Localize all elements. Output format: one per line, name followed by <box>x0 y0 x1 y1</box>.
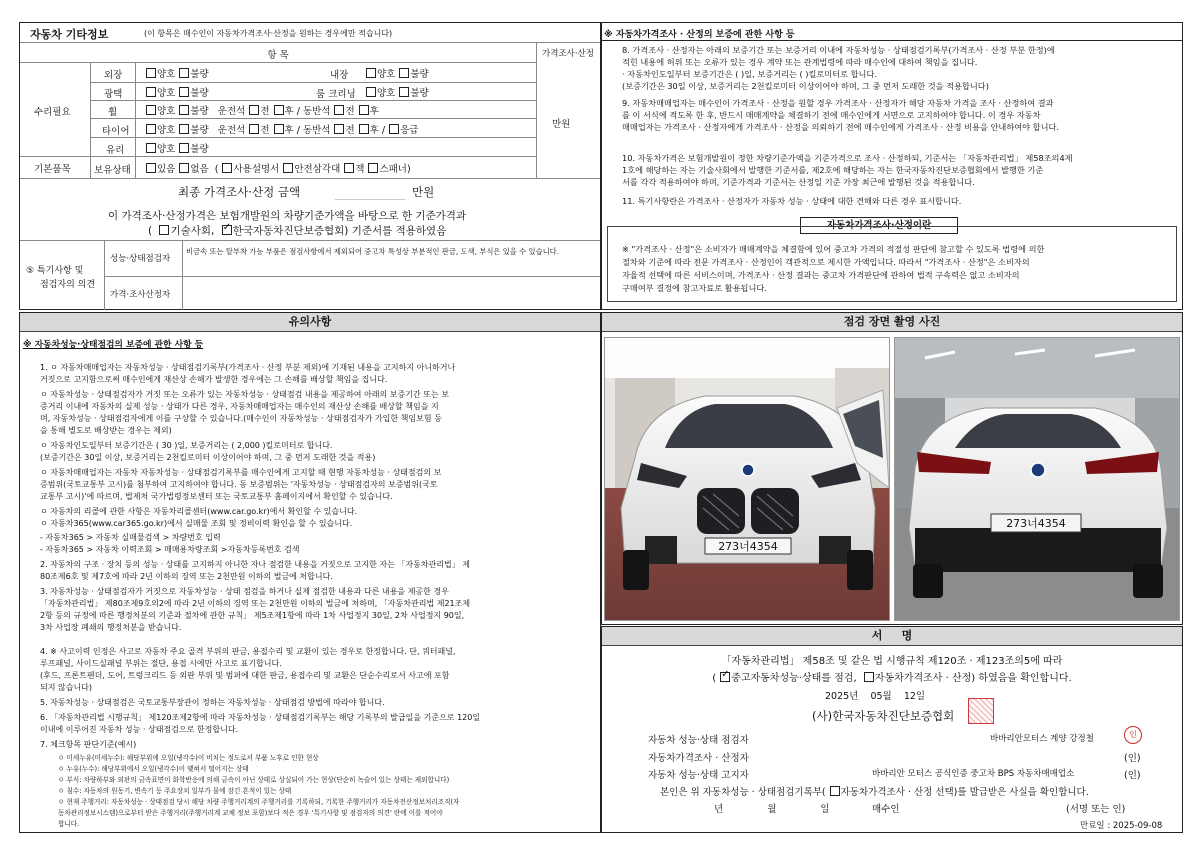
room-clean-options[interactable]: 양호 불량 <box>362 85 429 99</box>
notes-line: 5. 자동차성능 · 상태점검은 국토교통부장관이 정하는 자동차성능 · 상태점검 방법에 따라야 합니다. <box>40 698 385 707</box>
checkbox-receipt-price[interactable] <box>830 786 840 796</box>
price-checker-label: 가격·조사산정자 <box>110 290 171 300</box>
notes-line: 거짓으로 고지함으로써 매수인에게 재산상 손해가 발생한 경우에는 그 손해를 배상할 책임을 집니다. <box>40 375 388 384</box>
signature-header-bar <box>602 627 1182 646</box>
checkbox[interactable] <box>179 87 189 97</box>
rear-plate: 273너4354 <box>1006 517 1066 530</box>
basis-line-1: 이 가격조사·산정가격은 보험개발원의 차량기준가액을 바탕으로 한 기준가격과 <box>108 210 467 222</box>
row-room-clean: 룸 크리닝 <box>316 89 356 100</box>
expiry-date: 만료일 : 2025-09-08 <box>1080 821 1163 831</box>
checkbox[interactable] <box>146 143 156 153</box>
photos-header-bar <box>602 313 1182 332</box>
notes-line: 2. 자동차의 구조 · 장치 등의 성능 · 상태를 고지하지 아니한 자나 점검한 내용을 거짓으로 고지한 자는 「자동차관리법」 제 <box>40 560 470 569</box>
checkbox[interactable] <box>368 163 378 173</box>
final-price-unit: 만원 <box>412 185 435 199</box>
notes-subheader: ※ 자동차성능·상태점검의 보증에 관한 사항 등 <box>23 340 204 350</box>
sig-row-3-value: 바바리안 모터스 공식인증 중고차 BPS 자동차매매업소 <box>872 769 1075 779</box>
row-wheel: 휠 <box>108 107 118 118</box>
checkbox[interactable] <box>179 68 189 78</box>
price-guarantee-header: ※ 자동차가격조사 · 산정의 보증에 관한 사항 등 <box>604 30 795 40</box>
notes-line: 「자동차관리법」 제80조제9호의2에 따라 2년 이하의 징역 또는 2천만원 이하의 벌금에 처하며, 「자동차관리법 제21조제 <box>40 599 471 608</box>
receipt-date: 년 월 일 <box>714 804 830 815</box>
notes-line: 루프패널, 사이드실패널 부위는 절단, 용접 시에만 사고로 표기합니다. <box>40 659 282 668</box>
checkbox[interactable] <box>366 87 376 97</box>
criteria-line: ㅇ 미세누유(미세누수): 해당부위에 오일(냉각수)이 비치는 정도로서 부품 노후로 인한 현상 <box>58 754 319 762</box>
notes-line: ㅇ 자동차매매업자는 자동차 자동차성능 · 상태점검기록부를 매수인에게 고지할 때 현행 자동차성능 · 상태점검의 보 <box>40 468 442 477</box>
checkbox[interactable] <box>283 163 293 173</box>
row-interior: 내장 <box>330 70 349 81</box>
sig-row-2-mark: (인) <box>1124 753 1141 764</box>
receipt-line: 본인은 위 자동차성능 · 상태점검기록부( 자동차가격조사 · 산정 선택)를 발급받은 사실을 확인합니다. <box>660 787 1089 798</box>
checkbox[interactable] <box>359 105 369 115</box>
notes-line: (후드, 프론트펜더, 도어, 트렁크리드 등 외판 부위 및 범퍼에 대한 판금, 용접수리 및 교환은 단순수리로서 사고에 포함 <box>40 671 450 680</box>
checkbox[interactable] <box>274 124 284 134</box>
exterior-options[interactable]: 양호 불량 <box>142 66 209 80</box>
association-seal <box>968 698 994 724</box>
signature-line-2: (✓ 중고자동차성능·상태를 점검, 자동차가격조사 · 산정) 하였음을 확인합니다. <box>602 669 1182 684</box>
signature-header: 서 명 <box>871 629 913 642</box>
notes-header: 유의사항 <box>288 315 332 328</box>
checkbox[interactable] <box>334 105 344 115</box>
signature-line-1: 「자동차관리법」 제58조 및 같은 법 시행규칙 제120조 · 제123조의5에 따라 <box>721 656 1063 667</box>
checkbox[interactable] <box>274 105 284 115</box>
notes-line: ㅇ 자동차성능 · 상태점검자가 거짓 또는 오류가 있는 자동차성능 · 상태점검 내용을 제공하여 아래의 보증기간 또는 보 <box>40 390 449 399</box>
buyer-label: 매수인 <box>872 804 900 815</box>
notes-line: - 자동차365 > 자동차 실매물검색 > 차량번호 입력 <box>40 533 221 542</box>
notes-line: 4. ※ 사고이력 인정은 사고로 자동차 주요 골격 부위의 판금, 용접수리 및 교환이 있는 경우로 한정합니다. 단, 쿼터패널, <box>40 647 456 656</box>
sig-row-3-mark: (인) <box>1124 770 1141 781</box>
notes-line: 을 통해 별도로 배상받는 경우는 제외) <box>40 426 172 435</box>
tire-options[interactable]: 양호 불량 운전석 전 후 / 동반석 전 후 / 응급 <box>142 122 418 136</box>
sig-row-1-value: 바바리안모터스 계양 강정철 <box>990 734 1094 744</box>
checkbox[interactable] <box>334 124 344 134</box>
row-exterior: 외장 <box>104 70 123 81</box>
notes-line: ㅇ 자동차인도일부터 보증기간은 ( 30 )일, 보증거리는 ( 2,000 )킬로미터로 합니다. <box>40 441 333 450</box>
col-item-header: 항 목 <box>267 50 289 61</box>
basis-line-2: ( 기술사회, ✓ 한국자동차진단보증협회) 기준서를 적용하였음 <box>148 223 446 238</box>
criteria-line: ㅇ 침수: 자동차의 원동기, 변속기 등 주요장치 일부가 물에 잠긴 흔적이 있는 상태 <box>58 787 292 795</box>
checkbox-price-survey[interactable] <box>864 672 874 682</box>
front-plate: 273너4354 <box>718 540 778 553</box>
rear-car-photo <box>894 337 1180 621</box>
checkbox[interactable] <box>146 68 156 78</box>
special-label-2: 점검자의 의견 <box>40 280 96 290</box>
final-price-label: 최종 가격조사·산정 금액 <box>178 185 301 199</box>
other-info-title: 자동차 기타정보 <box>30 28 109 41</box>
interior-options[interactable]: 양호 불량 <box>362 66 429 80</box>
notes-line: 1. ㅇ 자동차매매업자는 자동차성능 · 상태점검기록부(가격조사 · 산정 부분 제외)에 기재된 내용을 고지하지 아니하거나 <box>40 363 456 372</box>
row-polish: 광택 <box>104 89 123 100</box>
criteria-line: 동차관리정보시스템)으로부터 받은 주행거리(주행거리계 교체 정보 포함)보다 적은 경우 '특기사항 및 점검자의 의견' 란에 이를 적어야 <box>58 809 443 817</box>
perf-checker-label: 성능·상태점검자 <box>110 254 171 264</box>
row-possession: 보유상태 <box>94 165 131 176</box>
group-basic-label: 기본품목 <box>34 164 71 175</box>
notes-line: ㅇ 자동차365(www.car365.go.kr)에서 실매물 조회 및 정비이력 확인을 할 수 있습니다. <box>40 519 353 528</box>
checkbox[interactable] <box>389 124 399 134</box>
checkbox[interactable] <box>146 124 156 134</box>
checkbox[interactable] <box>179 143 189 153</box>
checkbox[interactable] <box>222 163 232 173</box>
checkbox[interactable] <box>179 163 189 173</box>
row-tire: 타이어 <box>102 126 130 137</box>
notes-line: 되지 않습니다) <box>40 683 93 692</box>
polish-options[interactable]: 양호 불량 <box>142 85 209 99</box>
special-label-1: ⑤ 특기사항 및 <box>26 266 84 276</box>
notes-line: 3차 사업장 폐쇄의 행정처분을 받습니다. <box>40 623 182 632</box>
col-price-header: 가격조사·산정 <box>542 49 594 59</box>
other-info-title-bar <box>20 23 600 43</box>
checkbox[interactable] <box>146 105 156 115</box>
other-info-note: (이 항목은 매수인이 자동차가격조사·산정을 원하는 경우에만 적습니다) <box>144 29 393 38</box>
checkbox[interactable] <box>366 68 376 78</box>
sig-row-3-label: 자동차 성능·상태 고지자 <box>648 770 749 781</box>
notes-line: 증범위(국토교통부 고시)를 첨부하여 고지하여야 합니다. 동 보증범위는 '자동차성능 · 상태점검자의 보증범위(국토 <box>40 480 438 489</box>
notes-line: 증거리 이내에 자동차의 실제 성능 · 상태가 다른 경우, 자동차매매업자는 매수인의 재산상 손해를 배상할 책임을 지 <box>40 402 439 411</box>
inspector-seal: 인 <box>1124 726 1142 744</box>
wheel-options[interactable]: 양호 불량 운전석 전 후 / 동반석 전 후 <box>142 103 379 117</box>
checkbox[interactable] <box>399 87 409 97</box>
possession-options[interactable]: 있음 없음 ( 사용설명서 안전삼각대 잭 스패너) <box>142 161 411 175</box>
checkbox-performance[interactable] <box>720 672 730 682</box>
notes-header-bar <box>20 313 600 332</box>
checkbox[interactable] <box>146 87 156 97</box>
photos-header: 점검 장면 촬영 사진 <box>843 315 941 328</box>
notes-line: - 자동차365 > 자동차 이력조회 > 매매용차량조회 >자동차등록번호 검색 <box>40 545 300 554</box>
checkbox-tech-society[interactable] <box>159 225 169 235</box>
checkbox[interactable] <box>249 105 259 115</box>
signature-date: 2025년 05월 12일 <box>825 691 926 702</box>
checkbox[interactable] <box>359 124 369 134</box>
checkbox[interactable] <box>249 124 259 134</box>
notes-line: 이내에 이루어진 자동차 성능 · 상태점검으로 한정합니다. <box>40 725 239 734</box>
signature-org: (사)한국자동차진단보증협회 <box>812 709 955 723</box>
criteria-line: 합니다. <box>58 820 80 828</box>
checkbox[interactable] <box>179 124 189 134</box>
criteria-line: ㅇ 현재 주행거리: 자동차성능 · 상태점검 당시 해당 차량 주행거리계의 주행거리를 기록하되, 기록한 주행거리가 자동차전산정보처리조직(자 <box>58 798 460 806</box>
price-unit-manwon: 만원 <box>552 119 571 130</box>
row-glass: 유리 <box>106 145 125 156</box>
notes-line: 80조제6호 및 제7호에 따라 2년 이하의 징역 또는 2천만원 이하의 벌금에 처합니다. <box>40 572 333 581</box>
notes-line: 2항 등의 규정에 따른 행정처분의 기준과 절차에 관한 규칙」 제5조제1항에 따라 1차 사업정지 30일, 2차 사업정지 90일, <box>40 611 465 620</box>
group-repair-label: 수리필요 <box>34 107 71 118</box>
glass-options[interactable]: 양호 불량 <box>142 141 209 155</box>
checkbox-kaida[interactable] <box>222 225 232 235</box>
notes-line: 교통부 고시)'에 따르며, 법제처 국가법령정보센터 또는 국토교통부 홈페이지에서 확인할 수 있습니다. <box>40 492 393 501</box>
sig-row-2-label: 자동차가격조사 · 산정자 <box>648 753 749 764</box>
checkbox[interactable] <box>344 163 354 173</box>
notes-line: 며, 자동차성능 · 상태점검자에게 이를 구상할 수 있습니다.(매수인이 자동차성능 · 상태점검자가 가입한 책임보험 등 <box>40 414 442 423</box>
definition-title: 자동차가격조사·산정이란 <box>826 220 932 231</box>
front-car-photo <box>604 337 890 621</box>
notes-line: (보증기간은 30일 이상, 보증거리는 2천킬로미터 이상이어야 하며, 그 중 먼저 도래한 것을 적용) <box>40 453 376 462</box>
checkbox[interactable] <box>179 105 189 115</box>
notes-line: ㅇ 자동차의 리콜에 관한 사항은 자동차리콜센터(www.car.go.kr)에서 확인할 수 있습니다. <box>40 507 358 516</box>
final-price-input[interactable] <box>335 180 405 200</box>
notes-line: 3. 자동차성능 · 상태점검자가 거짓으로 자동차성능 · 상태 점검을 하거나 실제 점검한 내용과 다른 내용을 제공한 경우 <box>40 587 449 596</box>
notes-line: 7. 체크항목 판단기준(예시) <box>40 740 137 749</box>
checkbox[interactable] <box>146 163 156 173</box>
criteria-line: ㅇ 부식: 차량하부와 외판의 금속표면이 화학반응에 의해 금속이 아닌 상태로 상실되어 가는 현상(단순히 녹슬어 있는 상태는 제외합니다) <box>58 776 450 784</box>
buyer-sign: (서명 또는 인) <box>1066 804 1126 815</box>
checkbox[interactable] <box>399 68 409 78</box>
perf-checker-note: 비금속 또는 탈부착 가능 부품은 점검사항에서 제외되어 중고차 특성상 부분적인 판금, 도색, 부식은 있을 수 있습니다. <box>186 247 560 256</box>
notes-line: 6. 「자동차관리법 시행규칙」 제120조제2항에 따라 자동차성능 · 상태점검기록부는 해당 기록부의 발급일을 기준으로 120일 <box>40 713 481 722</box>
criteria-line: ㅇ 누유(누수): 해당부위에서 오일(냉각수)이 맺혀서 떨어지는 상태 <box>58 765 249 773</box>
sig-row-1-label: 자동차 성능·상태 점검자 <box>648 735 749 746</box>
